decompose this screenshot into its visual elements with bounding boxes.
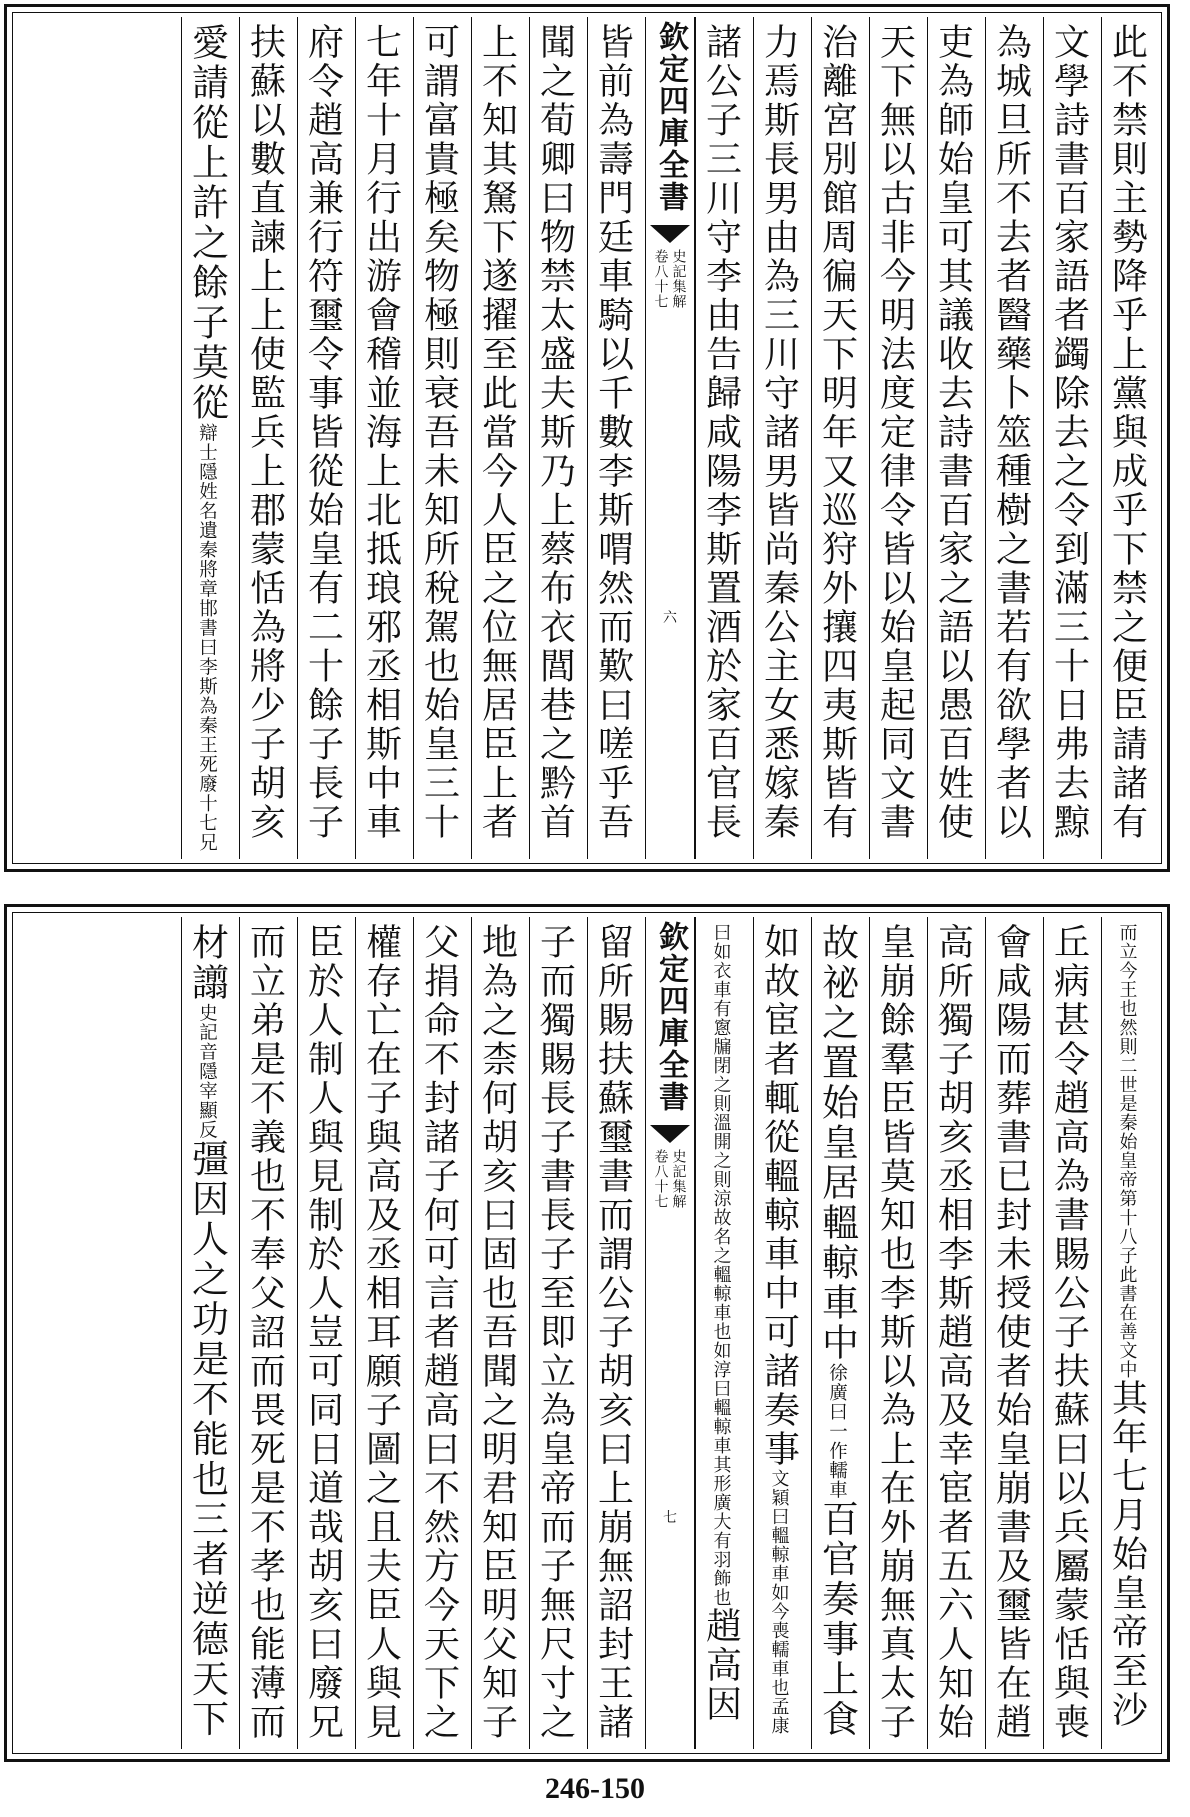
main-text: 其年七月始皇帝至沙 — [1106, 1379, 1148, 1730]
column-text — [756, 23, 810, 842]
left-column-3 — [471, 17, 529, 859]
column-text — [814, 923, 868, 1740]
column-text — [184, 23, 238, 852]
spine-leaf-number: 七 — [663, 1510, 677, 1526]
column-text — [358, 23, 412, 842]
column-text — [416, 23, 470, 842]
column-text — [474, 923, 528, 1742]
main-text: 文學詩書百家語者蠲除去之令到滿三十日弗去黥 — [1048, 23, 1090, 842]
left-column-6 — [297, 17, 355, 859]
main-text: 權存亡在子與高及丞相耳願子圖之且夫臣人與見 — [360, 923, 402, 1742]
main-text: 父捐命不封諸子何可言者趙高曰不然方今天下之 — [418, 923, 460, 1742]
main-text: 為城旦所不去者醫藥卜筮種樹之書若有欲學者以 — [990, 23, 1032, 842]
right-column-3 — [985, 917, 1043, 1749]
spine-book-title: 史記集解 — [670, 249, 687, 309]
column-text — [242, 923, 296, 1742]
column-text — [1104, 923, 1158, 1730]
main-text: 七年十月行出游會稽並海上北抵琅邪丞相斯中車 — [360, 23, 402, 842]
right-column-4 — [927, 17, 985, 859]
commentary-note: 而立今王也然則二世是秦始皇帝第十八子此書在善文中 — [1116, 923, 1138, 1379]
spine-book-title: 史記集解 — [670, 1149, 687, 1209]
column-text — [300, 923, 354, 1742]
main-text: 愛請從上許之餘子莫從 — [185, 23, 229, 423]
column-text — [872, 923, 926, 1742]
column-text — [532, 923, 586, 1742]
main-text: 府令趙高兼行符璽令事皆從始皇有二十餘子長子 — [302, 23, 344, 842]
main-text: 皆前為壽門廷車騎以千數李斯喟然而歎曰嗟乎吾 — [592, 23, 634, 842]
column-text — [1046, 923, 1100, 1742]
right-column-6 — [811, 17, 869, 859]
main-text: 天下無以古非今明法度定律令皆以始皇起同文書 — [874, 23, 916, 842]
column-text — [590, 923, 644, 1742]
left-column-6 — [297, 917, 355, 1749]
left-column-1 — [587, 917, 645, 1749]
spine-leaf-number: 六 — [663, 610, 677, 626]
column-text — [988, 23, 1042, 842]
commentary-note: 徐廣曰一作轜車 — [826, 1363, 848, 1500]
main-text: 治離宮別館周徧天下明年又巡狩外攘四夷斯皆有 — [816, 23, 858, 842]
main-text: 諸公子三川守李由告歸咸陽李斯置酒於家百官長 — [700, 23, 742, 842]
left-column-8 — [181, 917, 239, 1749]
column-text — [930, 23, 984, 842]
column-text — [814, 23, 868, 842]
main-text: 扶蘇以數直諫上上使監兵上郡蒙恬為將少子胡亥 — [244, 23, 286, 842]
column-text — [698, 23, 752, 842]
column-text — [532, 23, 586, 842]
commentary-note: 文穎曰轀輬車如今喪轜車也孟康 — [768, 1469, 790, 1735]
right-column-4 — [927, 917, 985, 1749]
right-column-5 — [869, 917, 927, 1749]
left-column-5 — [355, 17, 413, 859]
right-column-5 — [869, 17, 927, 859]
top-page — [4, 4, 1170, 872]
left-column-3 — [471, 917, 529, 1749]
spine-band — [645, 17, 695, 859]
left-column-8 — [181, 17, 239, 859]
left-column-4 — [413, 917, 471, 1749]
column-text — [358, 923, 412, 1742]
main-text: 會咸陽而葬書已封未授使者始皇崩書及璽皆在趙 — [990, 923, 1032, 1742]
column-text — [590, 23, 644, 842]
right-column-8 — [695, 17, 753, 859]
left-column-5 — [355, 917, 413, 1749]
main-text: 留所賜扶蘇璽書而謂公子胡亥曰上崩無詔封王諸 — [592, 923, 634, 1742]
column-text — [872, 23, 926, 842]
main-text: 皇崩餘羣臣皆莫知也李斯以為上在外崩無真太子 — [874, 923, 916, 1742]
main-text: 材譾 — [185, 923, 229, 1003]
commentary-note: 辯士隱姓名遺秦將章邯書曰李斯為秦王死廢十七兄 — [196, 423, 218, 852]
main-text: 吏為師始皇可其議收去詩書百家之語以愚百姓使 — [932, 23, 974, 842]
left-column-2 — [529, 917, 587, 1749]
spine-title: 欽定四庫全書 — [653, 921, 688, 1113]
right-column-1 — [1101, 917, 1159, 1749]
main-text: 故祕之置始皇居轀輬車中 — [815, 923, 859, 1363]
main-text: 而立弟是不義也不奉父詔而畏死是不孝也能薄而 — [244, 923, 286, 1742]
bottom-page — [4, 904, 1170, 1762]
main-text: 可謂富貴極矣物極則衰吾未知所稅駕也始皇三十 — [418, 23, 460, 842]
spine-title: 欽定四庫全書 — [653, 21, 688, 213]
main-text: 此不禁則主勢降乎上黨與成乎下禁之便臣請諸有 — [1106, 23, 1148, 842]
right-column-7 — [753, 17, 811, 859]
right-column-1 — [1101, 17, 1159, 859]
right-column-7 — [753, 917, 811, 1749]
main-text: 上不知其駑下遂擢至此當今人臣之位無居臣上者 — [476, 23, 518, 842]
main-text: 丘病甚令趙高為書賜公子扶蘇曰以兵屬蒙恬與喪 — [1048, 923, 1090, 1742]
right-column-2 — [1043, 17, 1101, 859]
column-text — [416, 923, 470, 1742]
right-column-3 — [985, 17, 1043, 859]
right-column-2 — [1043, 917, 1101, 1749]
right-column-8 — [695, 917, 753, 1749]
main-text: 趙高因 — [700, 1607, 742, 1724]
column-text — [300, 23, 354, 842]
spine-juan: 卷八十七 — [652, 1149, 669, 1209]
main-text: 高所獨子胡亥丞相李斯趙高及幸宦者五六人知始 — [932, 923, 974, 1742]
column-text — [474, 23, 528, 842]
main-text: 臣於人制人與見制於人豈可同日道哉胡亥曰廢兄 — [302, 923, 344, 1742]
left-column-7 — [239, 17, 297, 859]
main-text: 子而獨賜長子書長子至即立為皇帝而子無尺寸之 — [534, 923, 576, 1742]
commentary-note: 曰如衣車有窻牖閉之則溫開之則涼故名之轀輬車也如淳曰轀輬車其形廣大有羽飾也 — [710, 923, 732, 1607]
column-text — [184, 923, 238, 1740]
fish-tail-mark — [650, 225, 690, 243]
fish-tail-mark — [650, 1125, 690, 1143]
column-text — [1104, 23, 1158, 842]
left-column-1 — [587, 17, 645, 859]
main-text: 力焉斯長男由為三川守諸男皆尚秦公主女悉嫁秦 — [758, 23, 800, 842]
spine-juan: 卷八十七 — [652, 249, 669, 309]
commentary-note: 史記音隱宰顯反 — [196, 1003, 218, 1140]
left-column-7 — [239, 917, 297, 1749]
column-text — [698, 923, 752, 1724]
main-text: 彊因人之功是不能也三者逆德天下 — [185, 1139, 229, 1740]
column-text — [756, 923, 810, 1735]
spine-band — [645, 917, 695, 1749]
left-column-2 — [529, 17, 587, 859]
main-text: 聞之荀卿曰物禁太盛夫斯乃上蔡布衣閭巷之黔首 — [534, 23, 576, 842]
right-column-6 — [811, 917, 869, 1749]
column-text — [1046, 23, 1100, 842]
page-number: 246-150 — [545, 1772, 645, 1805]
column-text — [242, 23, 296, 842]
left-column-4 — [413, 17, 471, 859]
main-text: 地為之柰何胡亥曰固也吾聞之明君知臣明父知子 — [476, 923, 518, 1742]
column-text — [930, 923, 984, 1742]
main-text: 百官奏事上食 — [815, 1499, 859, 1740]
main-text: 如故宦者輒從轀輬車中可諸奏事 — [758, 923, 800, 1469]
column-text — [988, 923, 1042, 1742]
